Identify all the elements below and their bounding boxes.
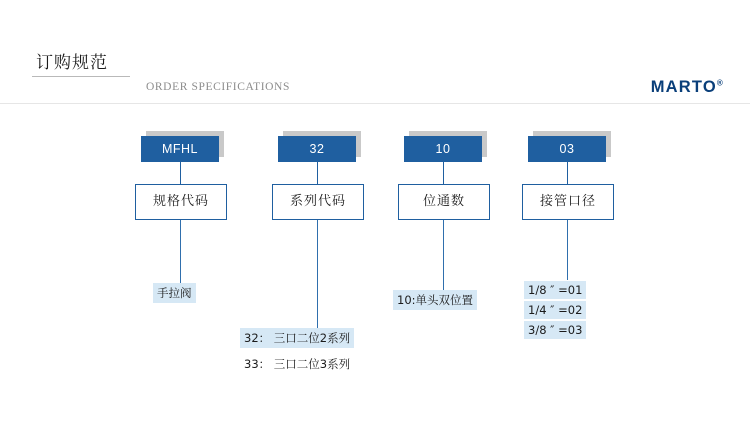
title-divider — [32, 76, 130, 77]
brand-name: MARTO — [650, 78, 717, 96]
label-box-1: 规格代码 — [135, 184, 227, 220]
connector-code-to-label-1 — [180, 162, 181, 184]
note-4-3: 3/8 ″ =03 — [524, 321, 586, 339]
note-4-2: 1/4 ″ =02 — [524, 301, 586, 319]
connector-label-to-note-2 — [317, 218, 318, 328]
label-box-3: 位通数 — [398, 184, 490, 220]
connector-label-to-note-3 — [443, 218, 444, 290]
header-band — [0, 0, 750, 46]
code-box-3: 10 — [404, 136, 482, 162]
note-2-2: 33： 三口二位3系列 — [244, 357, 351, 371]
note-1-1: 手拉阀 — [153, 283, 196, 303]
label-box-4: 接管口径 — [522, 184, 614, 220]
code-box-1: MFHL — [141, 136, 219, 162]
code-box-2: 32 — [278, 136, 356, 162]
note-2-1: 32： 三口二位2系列 — [240, 328, 354, 348]
header-separator — [0, 103, 750, 104]
code-box-4: 03 — [528, 136, 606, 162]
page-subtitle: ORDER SPECIFICATIONS — [146, 81, 290, 93]
note-4-1: 1/8 ″ =01 — [524, 281, 586, 299]
note-3-1: 10:单头双位置 — [393, 290, 477, 310]
connector-label-to-note-1 — [180, 218, 181, 284]
connector-code-to-label-2 — [317, 162, 318, 184]
connector-code-to-label-4 — [567, 162, 568, 184]
brand-logo — [651, 78, 724, 97]
label-box-2: 系列代码 — [272, 184, 364, 220]
brand-trademark-icon: ® — [716, 78, 724, 88]
connector-label-to-note-4 — [567, 218, 568, 280]
connector-code-to-label-3 — [443, 162, 444, 184]
page-title: 订购规范 — [36, 53, 108, 73]
